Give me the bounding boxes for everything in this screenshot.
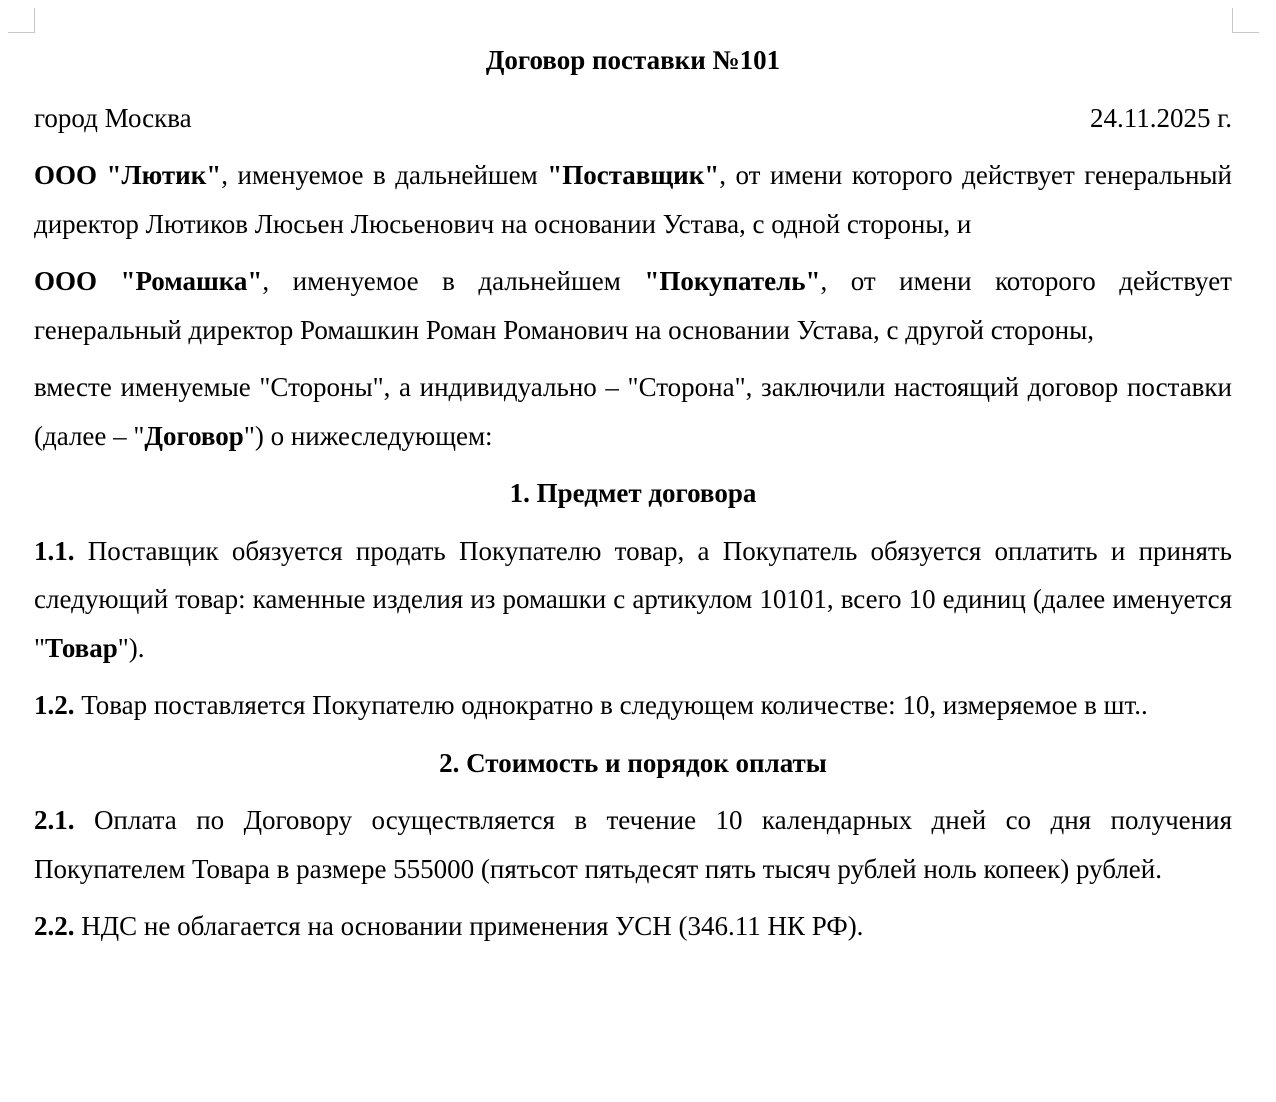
page-corner-mark-top-right xyxy=(1232,8,1259,33)
clause-goods-term: Товар xyxy=(45,632,118,663)
supplier-name: ООО "Лютик" xyxy=(34,160,222,190)
intro-text-2: ") о нижеследующем: xyxy=(243,420,493,451)
intro-contract-term: Договор xyxy=(144,420,244,451)
document-title: Договор поставки №101 xyxy=(485,45,781,75)
clause-text-2: "). xyxy=(117,632,145,663)
intro-text-1: вместе именуемые "Стороны", а индивидуально – "Сторона", заключили настоящий договор поставки (далее – " xyxy=(34,372,1232,451)
clause-number: 2.2. xyxy=(34,911,75,941)
section-2-heading: 2. Стоимость и порядок оплаты xyxy=(439,747,827,778)
clause-text-1: Поставщик обязуется продать Покупателю товар, а Покупатель обязуется оплатить и принять следующий товар: каменные изделия из ромашки с артикулом 10101, всего 10 единиц (далее именуется " xyxy=(34,535,1232,663)
buyer-role: "Покупатель" xyxy=(644,266,821,296)
section-1-heading: 1. Предмет договора xyxy=(509,478,757,508)
contract-date: 24.11.2025 г. xyxy=(1089,102,1232,133)
page-corner-mark-top-left xyxy=(8,8,35,33)
clause-1-1 xyxy=(34,527,1232,673)
clause-text: Товар поставляется Покупателю однократно в следующем количестве: 10, измеряемое в шт.. xyxy=(74,690,1148,720)
intro-paragraph xyxy=(34,363,1232,460)
clause-2-1 xyxy=(34,796,1232,893)
city: город Москва xyxy=(34,102,192,133)
clause-number: 2.1. xyxy=(34,805,75,835)
buyer-text-1: , именуемое в дальнейшем xyxy=(262,266,645,296)
place-date-row xyxy=(34,94,1232,143)
buyer-name: ООО "Ромашка" xyxy=(34,266,263,296)
clause-2-2 xyxy=(34,902,1232,951)
clause-number: 1.1. xyxy=(34,535,75,566)
document-body[interactable] xyxy=(34,36,1232,960)
clause-text: Оплата по Договору осуществляется в течение 10 календарных дней со дня получения Покупателем Товара в размере 555000 (пятьсот пятьдесят пять тысяч рублей ноль копеек) рублей. xyxy=(34,805,1232,884)
supplier-role: "Поставщик" xyxy=(547,160,720,190)
supplier-text-2: , от имени которого действует генеральный директор Лютиков Люсьен Люсьенович на основании Устава, с одной стороны, и xyxy=(34,160,1232,239)
clause-number: 1.2. xyxy=(34,690,75,720)
supplier-text-1: , именуемое в дальнейшем xyxy=(221,160,548,190)
party-buyer-paragraph xyxy=(34,257,1232,354)
clause-1-2 xyxy=(34,681,1232,730)
buyer-text-2: , от имени которого действует генеральный директор Ромашкин Роман Романович на основании Устава, с другой стороны, xyxy=(34,266,1232,345)
clause-text: НДС не облагается на основании применения УСН (346.11 НК РФ). xyxy=(74,911,864,941)
party-supplier-paragraph xyxy=(34,151,1232,248)
